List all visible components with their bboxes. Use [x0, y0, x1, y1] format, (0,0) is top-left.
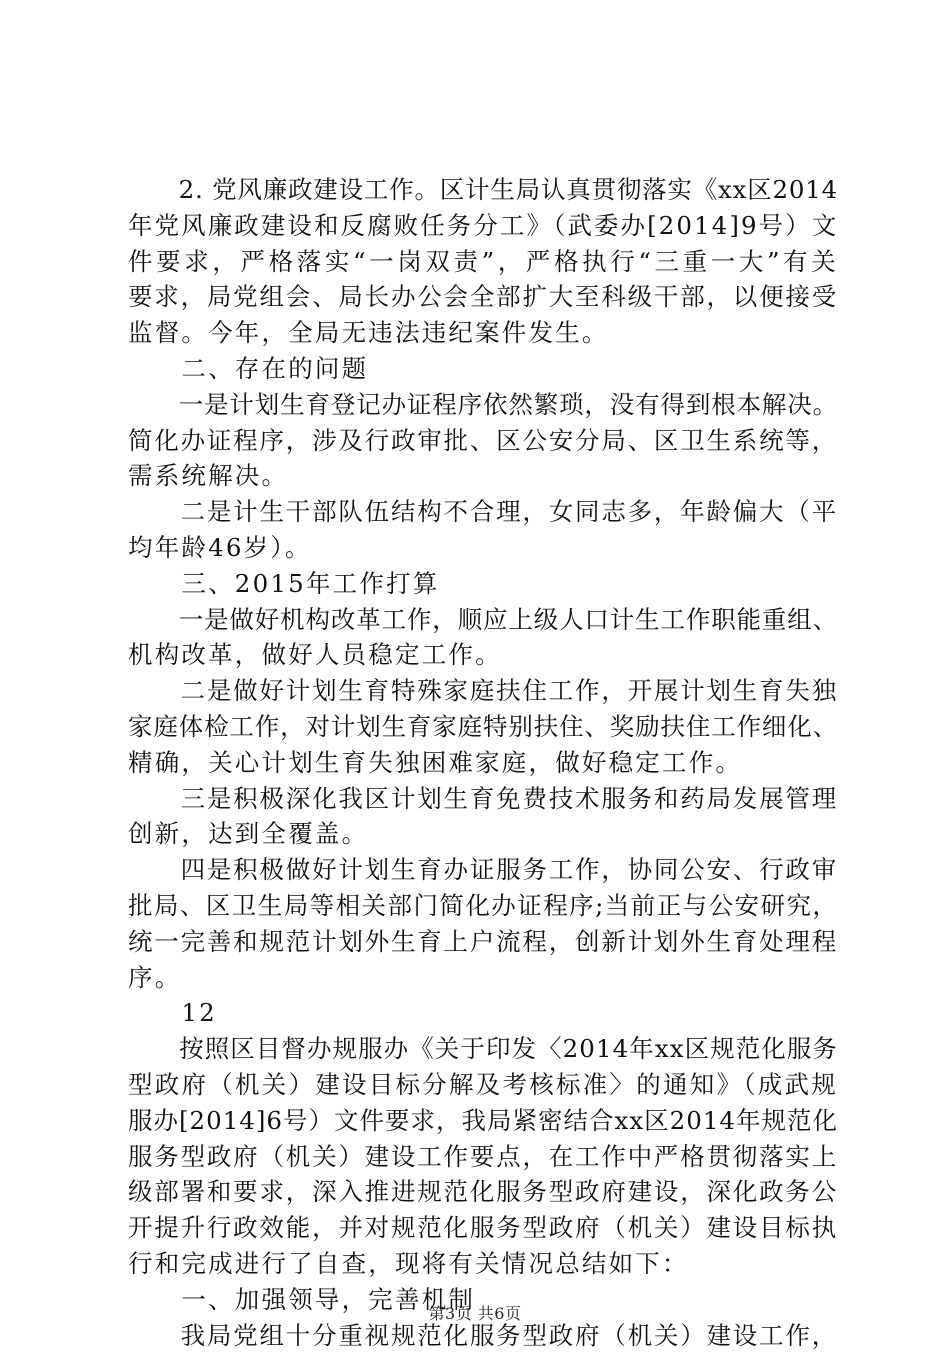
text-line: 一是做好机构改革工作，顺应上级人口计生工作职能重组、	[128, 602, 838, 638]
text-line: 四是积极做好计划生育办证服务工作，协同公安、行政审	[128, 852, 838, 888]
text-line: 我局党组十分重视规范化服务型政府（机关）建设工作，	[128, 1318, 838, 1353]
text-line: 行和完成进行了自查，现将有关情况总结如下：	[128, 1246, 838, 1282]
text-line: 12	[128, 995, 838, 1031]
text-line: 简化办证程序，涉及行政审批、区公安分局、区卫生系统等，	[128, 423, 838, 459]
page-footer: 第3页 共6页	[0, 1301, 950, 1324]
text-line: 服办[2014]6号）文件要求，我局紧密结合xx区2014年规范化	[128, 1103, 838, 1139]
text-line: 级部署和要求，深入推进规范化服务型政府建设，深化政务公	[128, 1174, 838, 1210]
text-line: 按照区目督办规服办《关于印发〈2014年xx区规范化服务	[128, 1031, 838, 1067]
text-line: 年党风廉政建设和反腐败任务分工》（武委办[2014]9号）文	[128, 208, 838, 244]
text-line: 二、存在的问题	[128, 351, 838, 387]
text-line: 二是做好计划生育特殊家庭扶住工作，开展计划生育失独	[128, 673, 838, 709]
text-line: 三是积极深化我区计划生育免费技术服务和药局发展管理	[128, 781, 838, 817]
text-line: 一是计划生育登记办证程序依然繁琐，没有得到根本解决。	[128, 387, 838, 423]
text-line: 监督。今年，全局无违法违纪案件发生。	[128, 315, 838, 351]
text-line: 序。	[128, 960, 838, 996]
text-line: 创新，达到全覆盖。	[128, 816, 838, 852]
text-line: 要求，局党组会、局长办公会全部扩大至科级干部，以便接受	[128, 279, 838, 315]
text-line: 家庭体检工作，对计划生育家庭特别扶住、奖励扶住工作细化、	[128, 709, 838, 745]
text-line: 二是计生干部队伍结构不合理，女同志多，年龄偏大（平	[128, 494, 838, 530]
text-line: 均年龄46岁）。	[128, 530, 838, 566]
text-line: 精确，关心计划生育失独困难家庭，做好稳定工作。	[128, 745, 838, 781]
text-line: 件要求，严格落实“一岗双责”，严格执行“三重一大”有关	[128, 244, 838, 280]
text-line: 服务型政府（机关）建设工作要点，在工作中严格贯彻落实上	[128, 1139, 838, 1175]
text-line: 一、加强领导，完善机制	[128, 1282, 838, 1318]
text-line: 机构改革，做好人员稳定工作。	[128, 637, 838, 673]
text-line: 需系统解决。	[128, 458, 838, 494]
text-line: 批局、区卫生局等相关部门简化办证程序;当前正与公安研究，	[128, 888, 838, 924]
text-line: 三、2015年工作打算	[128, 566, 838, 602]
text-line: 型政府（机关）建设目标分解及考核标准〉的通知》（成武规	[128, 1067, 838, 1103]
text-line: 2. 党风廉政建设工作。区计生局认真贯彻落实《xx区2014	[128, 172, 838, 208]
text-line: 统一完善和规范计划外生育上户流程，创新计划外生育处理程	[128, 924, 838, 960]
document-body	[128, 172, 838, 1353]
text-line: 开提升行政效能，并对规范化服务型政府（机关）建设目标执	[128, 1210, 838, 1246]
